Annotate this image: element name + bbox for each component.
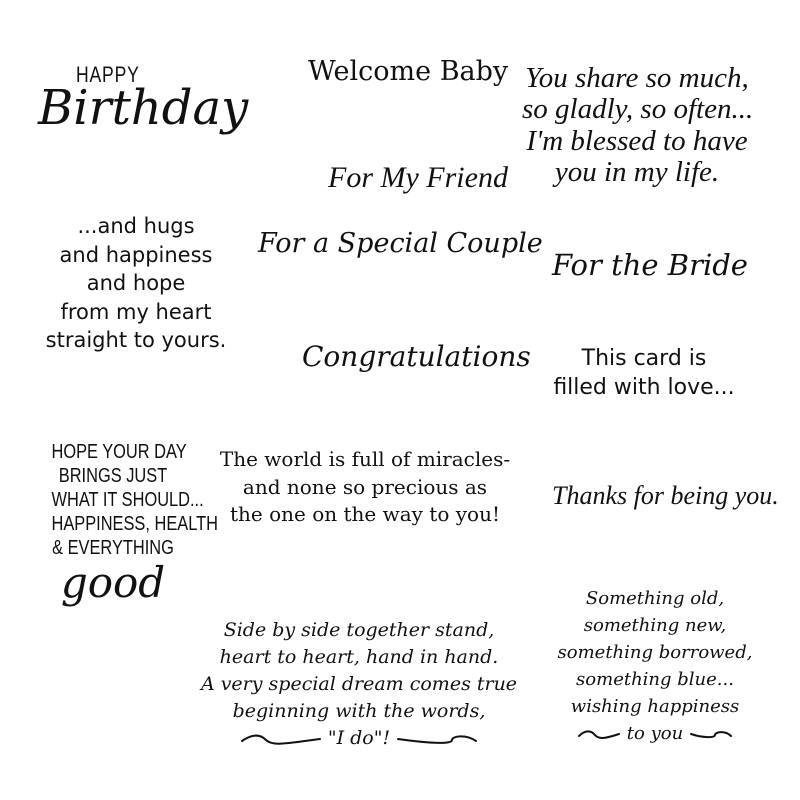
- sentiment-line-with-swashes: [540, 720, 770, 747]
- hope-your-day-sentiment: [38, 440, 218, 608]
- world-full-of-miracles-sentiment: [200, 446, 530, 529]
- sentiment-line: and hope: [86, 271, 186, 296]
- hugs-and-happiness-sentiment: [36, 212, 236, 355]
- happy-birthday-sentiment: [38, 62, 249, 136]
- welcome-baby-sentiment: Welcome Baby: [308, 56, 509, 87]
- sentiment-line: something blue...: [576, 669, 734, 690]
- birthday-script-text: Birthday: [38, 80, 249, 136]
- sentiment-line-with-swashes: [186, 725, 532, 752]
- sentiment-line: HAPPINESS, HEALTH: [51, 513, 218, 535]
- sentiment-line: filled with love...: [553, 374, 735, 400]
- for-a-special-couple-sentiment: For a Special Couple: [258, 228, 543, 259]
- thanks-for-being-you-sentiment: Thanks for being you.: [552, 481, 779, 510]
- i-do-text: "I do"!: [327, 726, 391, 749]
- card-filled-with-love-sentiment: [546, 345, 742, 402]
- sentiment-line: the one on the way to you!: [229, 502, 500, 527]
- sentiment-line: and happiness: [59, 242, 213, 267]
- good-script-text: good: [60, 558, 166, 607]
- for-the-bride-sentiment: For the Bride: [552, 248, 748, 282]
- happy-text: HAPPY: [76, 62, 140, 87]
- sentiment-line: you in my life.: [554, 155, 720, 188]
- sentiment-line: something borrowed,: [557, 642, 753, 663]
- sentiment-line: beginning with the words,: [232, 699, 486, 722]
- sentiment-line: heart to heart, hand in hand.: [219, 645, 499, 668]
- sentiment-line: BRINGS JUST: [58, 465, 168, 487]
- left-swash-icon: [240, 732, 322, 746]
- for-my-friend-sentiment: For My Friend: [328, 161, 508, 194]
- something-old-sentiment: [540, 585, 770, 747]
- sentiment-line: This card is: [581, 346, 707, 371]
- sentiment-line: so gladly, so often...: [522, 93, 754, 126]
- sentiment-line: something new,: [583, 615, 727, 636]
- side-by-side-sentiment: [186, 617, 532, 752]
- congratulations-sentiment: Congratulations: [302, 340, 531, 373]
- sentiment-line: and none so precious as: [242, 474, 488, 499]
- sentiment-line: Side by side together stand,: [223, 619, 495, 641]
- sentiment-line: ...and hugs: [77, 214, 195, 238]
- sentiment-line: straight to yours.: [45, 328, 227, 353]
- sentiment-line: Something old,: [585, 588, 725, 609]
- sentiment-line: A very special dream comes true: [200, 672, 518, 695]
- right-swash-icon: [396, 732, 478, 746]
- sentiment-line: HOPE YOUR DAY: [51, 441, 187, 463]
- you-share-so-much-sentiment: [522, 63, 752, 188]
- sentiment-line: The world is full of miracles-: [219, 447, 511, 471]
- sentiment-line: wishing happiness: [570, 696, 740, 717]
- right-swash-icon: [689, 728, 733, 740]
- sentiment-line: I'm blessed to have: [526, 124, 748, 157]
- to-you-text: to you: [626, 723, 684, 744]
- sentiment-line: You share so much,: [525, 62, 749, 94]
- sentiment-line: WHAT IT SHOULD...: [51, 489, 204, 511]
- sentiment-line: & EVERYTHING: [52, 537, 174, 559]
- sentiment-line: from my heart: [60, 299, 212, 324]
- left-swash-icon: [577, 728, 621, 740]
